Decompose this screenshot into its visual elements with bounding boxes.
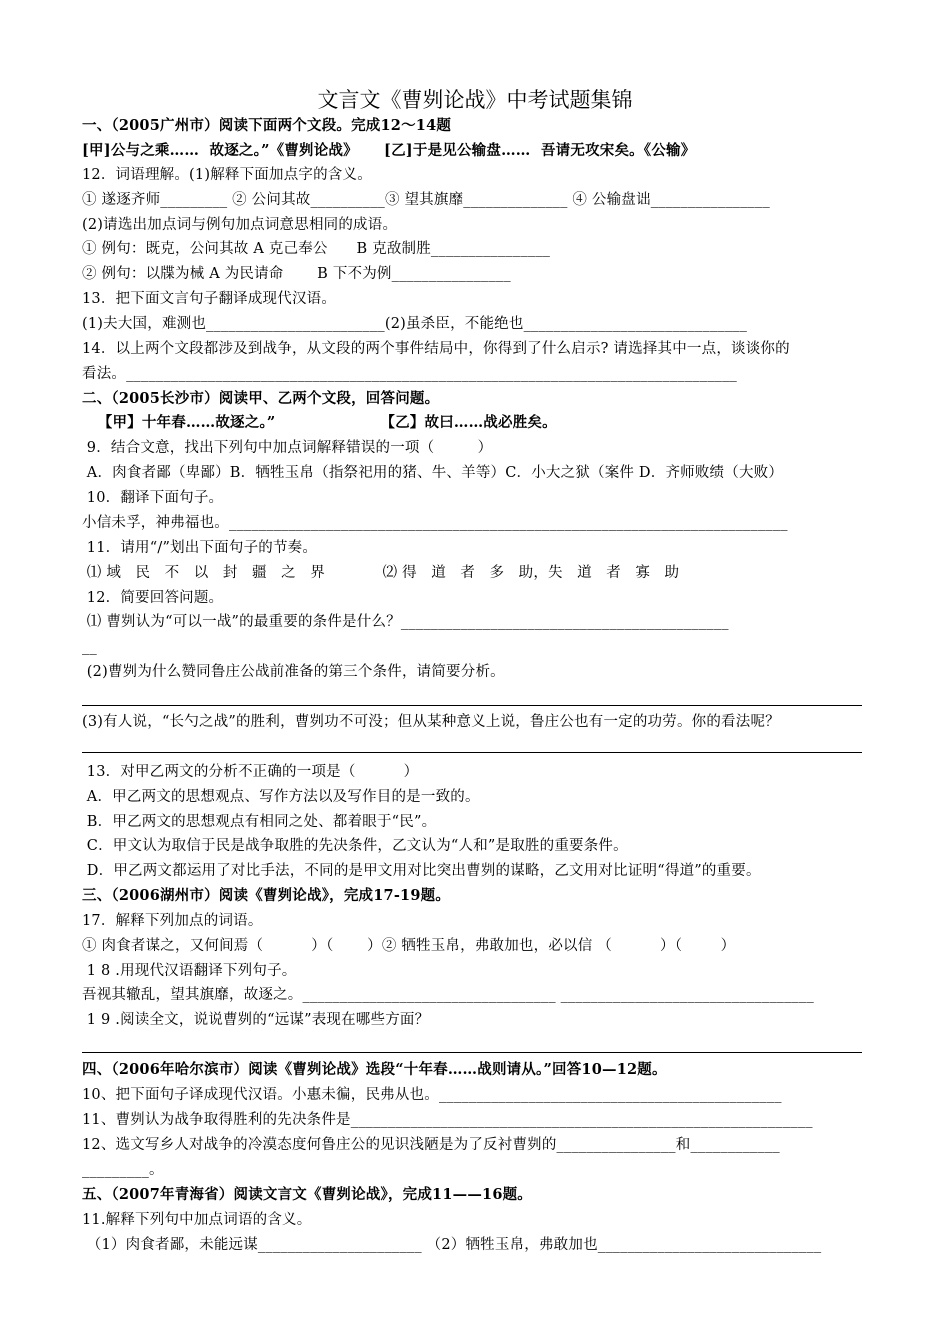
question-17-items: ① 肉食者谋之，又何间焉（ ）（ ）② 牺牲玉帛，弗敢加也，必以信 （ ）（ ） xyxy=(82,938,736,954)
question-13b-d: D．甲乙两文都运用了对比手法，不同的是甲文用对比突出曹刿的谋略，乙文用对比证明“得道”的重要。 xyxy=(82,863,761,879)
section-5-heading: 五、（2007年青海省）阅读文言文《曹刿论战》，完成11——16题。 xyxy=(82,1186,533,1203)
question-12b-1: ⑴ 曹刿认为“可以一战”的最重要的条件是什么？____________________________________________ xyxy=(82,614,729,630)
question-5-11-items: （1）肉食者鄙，未能远谋______________________ （2）牺牲玉帛，弗敢加也______________________________ xyxy=(82,1237,822,1253)
question-13b: 13．对甲乙两文的分析不正确的一项是（ ） xyxy=(82,764,419,780)
question-10: 10．翻译下面句子。 xyxy=(82,490,224,506)
question-18: 1 8 .用现代汉语翻译下列句子。 xyxy=(82,963,297,979)
question-12: 12．词语理解。(1)解释下面加点字的含义。 xyxy=(82,167,372,183)
question-10-sentence: 小信未孚，神弗福也。___________________________________________________________________________ xyxy=(82,515,788,531)
question-12b-3: (3)有人说，“长勺之战”的胜利，曹刿功不可没；但从某种意义上说，鲁庄公也有一定的功劳。你的看法呢？ xyxy=(82,714,780,730)
question-12-1-blanks: ① 遂逐齐师_________ ② 公问其故__________③ 望其旗靡______________ ④ 公输盘诎________________ xyxy=(82,192,770,208)
question-4-10: 10、把下面句子译成现代汉语。小惠未徧，民弗从也。______________________________________________ xyxy=(82,1087,782,1103)
question-14-answer: 看法。__________________________________________________________________________________ xyxy=(82,366,737,382)
answer-line xyxy=(82,705,862,706)
section-1-heading: 一、（2005广州市）阅读下面两个文段。完成12～14题 xyxy=(82,117,452,134)
question-14: 14．以上两个文段都涉及到战争，从文段的两个事件结局中，你得到了什么启示? 请选择其中一点，谈谈你的 xyxy=(82,341,790,357)
question-9-options: A．肉食者鄙（卑鄙）B．牺牲玉帛（指祭祀用的猪、牛、羊等）C．小大之狱（案件 D．齐师败绩（大败） xyxy=(82,465,784,481)
question-5-11: 11.解释下列句中加点词语的含义。 xyxy=(82,1212,312,1228)
section-2-passages: 【甲】十年春……故逐之。” 【乙】故曰……战必胜矣。 xyxy=(82,414,557,431)
question-12b-1-cont: __ xyxy=(82,639,97,655)
question-13b-c: C．甲文认为取信于民是战争取胜的先决条件，乙文认为“人和”是取胜的重要条件。 xyxy=(82,838,628,854)
question-12b-2: (2)曹刿为什么赞同鲁庄公战前准备的第三个条件，请简要分析。 xyxy=(82,664,505,680)
question-12-2-a: ① 例句：既克，公问其故 A 克己奉公 B 克敌制胜________________ xyxy=(82,241,551,257)
question-13b-a: A．甲乙两文的思想观点、写作方法以及写作目的是一致的。 xyxy=(82,789,480,805)
question-11-sentences: ⑴ 域 民 不 以 封 疆 之 界 ⑵ 得 道 者 多 助，失 道 者 寡 助 xyxy=(82,565,680,581)
question-11: 11．请用“/”划出下面句子的节奏。 xyxy=(82,540,318,556)
question-13: 13．把下面文言句子翻译成现代汉语。 xyxy=(82,291,337,307)
question-18-sentence: 吾视其辙乱，望其旗靡，故逐之。__________________________________ __________________________________ xyxy=(82,987,814,1003)
document-title: 文言文《曹刿论战》中考试题集锦 xyxy=(317,88,633,112)
section-1-passages: [甲]公与之乘…… 故逐之。”《曹刿论战》 [乙]于是见公输盘…… 吾请无攻宋矣。《公输》 xyxy=(82,142,696,159)
section-2-heading: 二、（2005长沙市）阅读甲、乙两个文段，回答问题。 xyxy=(82,390,440,407)
question-13-blanks: (1)夫大国，难测也________________________(2)虽杀臣，不能绝也______________________________ xyxy=(82,316,748,332)
question-17: 17．解释下列加点的词语。 xyxy=(82,913,263,929)
section-4-heading: 四、（2006年哈尔滨市）阅读《曹刿论战》选段“十年春……战则请从。”回答10—12题。 xyxy=(82,1061,667,1078)
question-12b: 12．简要回答问题。 xyxy=(82,590,224,606)
question-4-11: 11、曹刿认为战争取得胜利的先决条件是______________________________________________________________ xyxy=(82,1112,813,1128)
question-12-2: (2)请选出加点词与例句加点词意思相同的成语。 xyxy=(82,217,398,233)
question-4-12: 12、选文写乡人对战争的冷漠态度何鲁庄公的见识浅陋是为了反衬曹刿的________________和____________ xyxy=(82,1137,780,1153)
question-12-2-b: ② 例句：以牒为械 A 为民请命 B 下不为例________________ xyxy=(82,266,511,282)
answer-line xyxy=(82,752,862,753)
answer-line xyxy=(82,1052,862,1053)
question-4-12-cont: _________。 xyxy=(82,1162,164,1178)
question-9: 9．结合文意，找出下列句中加点词解释错误的一项（ ） xyxy=(82,440,493,456)
question-13b-b: B．甲乙两文的思想观点有相同之处、都着眼于“民”。 xyxy=(82,814,437,830)
section-3-heading: 三、（2006湖州市）阅读《曹刿论战》，完成17-19题。 xyxy=(82,887,451,904)
question-19: 1 9 .阅读全文，说说曹刿的“远谋”表现在哪些方面？ xyxy=(82,1012,430,1028)
